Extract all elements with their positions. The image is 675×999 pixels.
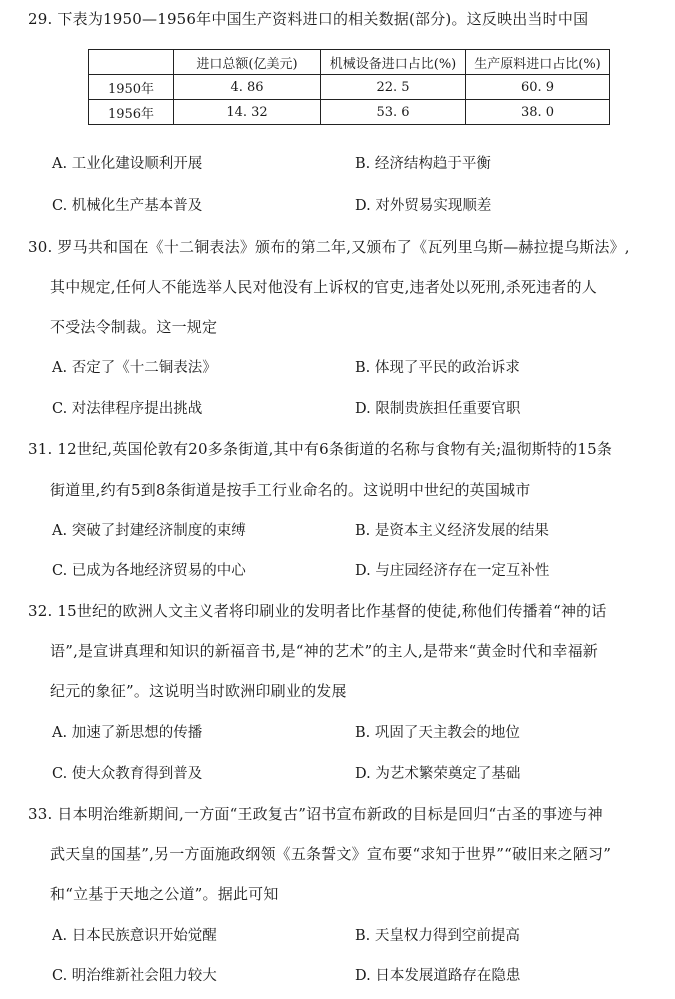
table-cell: 60. 9: [466, 75, 610, 100]
q33-stem-line-2: 武天皇的国基”,另一方面施政纲领《五条誓文》宣布要“求知于世界”“破旧来之陋习”: [50, 845, 612, 863]
q30-stem-line-1: 30. 罗马共和国在《十二铜表法》颁布的第二年,又颁布了《瓦列里乌斯—赫拉提乌斯法》,: [28, 238, 630, 256]
q29-stem: 29. 下表为1950—1956年中国生产资料进口的相关数据(部分)。这反映出当时中国: [28, 10, 589, 28]
q33-option-a[interactable]: A. 日本民族意识开始觉醒: [52, 928, 217, 944]
table-header-cell: 机械设备进口占比(%): [321, 50, 466, 75]
q30-option-c[interactable]: C. 对法律程序提出挑战: [52, 401, 203, 417]
table-cell: 1950年: [89, 75, 174, 100]
q30-stem-line-3: 不受法令制裁。这一规定: [50, 318, 218, 336]
q32-stem-line-2: 语”,是宣讲真理和知识的新福音书,是“神的艺术”的主人,是带来“黄金时代和幸福新: [50, 642, 598, 660]
table-cell: 38. 0: [466, 100, 610, 125]
table-cell: 22. 5: [321, 75, 466, 100]
table-header-cell: [89, 50, 174, 75]
q30-option-d[interactable]: D. 限制贵族担任重要官职: [355, 401, 521, 417]
q31-option-a[interactable]: A. 突破了封建经济制度的束缚: [52, 523, 246, 539]
q33-option-d[interactable]: D. 日本发展道路存在隐患: [355, 968, 521, 984]
q30-option-a[interactable]: A. 否定了《十二铜表法》: [52, 360, 217, 376]
q31-stem-line-1: 31. 12世纪,英国伦敦有20多条街道,其中有6条街道的名称与食物有关;温彻斯特的15条: [28, 440, 613, 458]
q32-option-d[interactable]: D. 为艺术繁荣奠定了基础: [355, 766, 521, 782]
table-header-cell: 进口总额(亿美元): [174, 50, 321, 75]
q33-stem-line-1: 33. 日本明治维新期间,一方面“王政复古”诏书宣布新政的目标是回归“古圣的事迹与神: [28, 805, 603, 823]
table-header-row: [89, 50, 610, 75]
table-row: [89, 75, 610, 100]
q33-option-b[interactable]: B. 天皇权力得到空前提高: [355, 928, 520, 944]
q33-option-c[interactable]: C. 明治维新社会阻力较大: [52, 968, 217, 984]
q29-option-a[interactable]: A. 工业化建设顺利开展: [52, 156, 203, 172]
q29-option-d[interactable]: D. 对外贸易实现顺差: [355, 198, 492, 214]
q32-option-b[interactable]: B. 巩固了天主教会的地位: [355, 725, 520, 741]
q31-option-b[interactable]: B. 是资本主义经济发展的结果: [355, 523, 549, 539]
table-cell: 53. 6: [321, 100, 466, 125]
table-header-cell: 生产原料进口占比(%): [466, 50, 610, 75]
q32-stem-line-1: 32. 15世纪的欧洲人文主义者将印刷业的发明者比作基督的使徒,称他们传播着“神的话: [28, 602, 607, 620]
table-cell: 14. 32: [174, 100, 321, 125]
table-cell: 1956年: [89, 100, 174, 125]
q33-stem-line-3: 和“立基于天地之公道”。据此可知: [50, 885, 279, 903]
q31-stem-line-2: 街道里,约有5到8条街道是按手工行业命名的。这说明中世纪的英国城市: [50, 481, 531, 499]
q31-option-d[interactable]: D. 与庄园经济存在一定互补性: [355, 563, 550, 579]
table-row: [89, 100, 610, 125]
q32-option-a[interactable]: A. 加速了新思想的传播: [52, 725, 203, 741]
q32-stem-line-3: 纪元的象征”。这说明当时欧洲印刷业的发展: [50, 682, 347, 700]
q29-option-b[interactable]: B. 经济结构趋于平衡: [355, 156, 491, 172]
q31-option-c[interactable]: C. 已成为各地经济贸易的中心: [52, 563, 246, 579]
q30-option-b[interactable]: B. 体现了平民的政治诉求: [355, 360, 520, 376]
q32-option-c[interactable]: C. 使大众教育得到普及: [52, 766, 203, 782]
q29-option-c[interactable]: C. 机械化生产基本普及: [52, 198, 203, 214]
q30-stem-line-2: 其中规定,任何人不能选举人民对他没有上诉权的官吏,违者处以死刑,杀死违者的人: [50, 278, 597, 296]
table-cell: 4. 86: [174, 75, 321, 100]
q29-data-table: [88, 49, 610, 125]
